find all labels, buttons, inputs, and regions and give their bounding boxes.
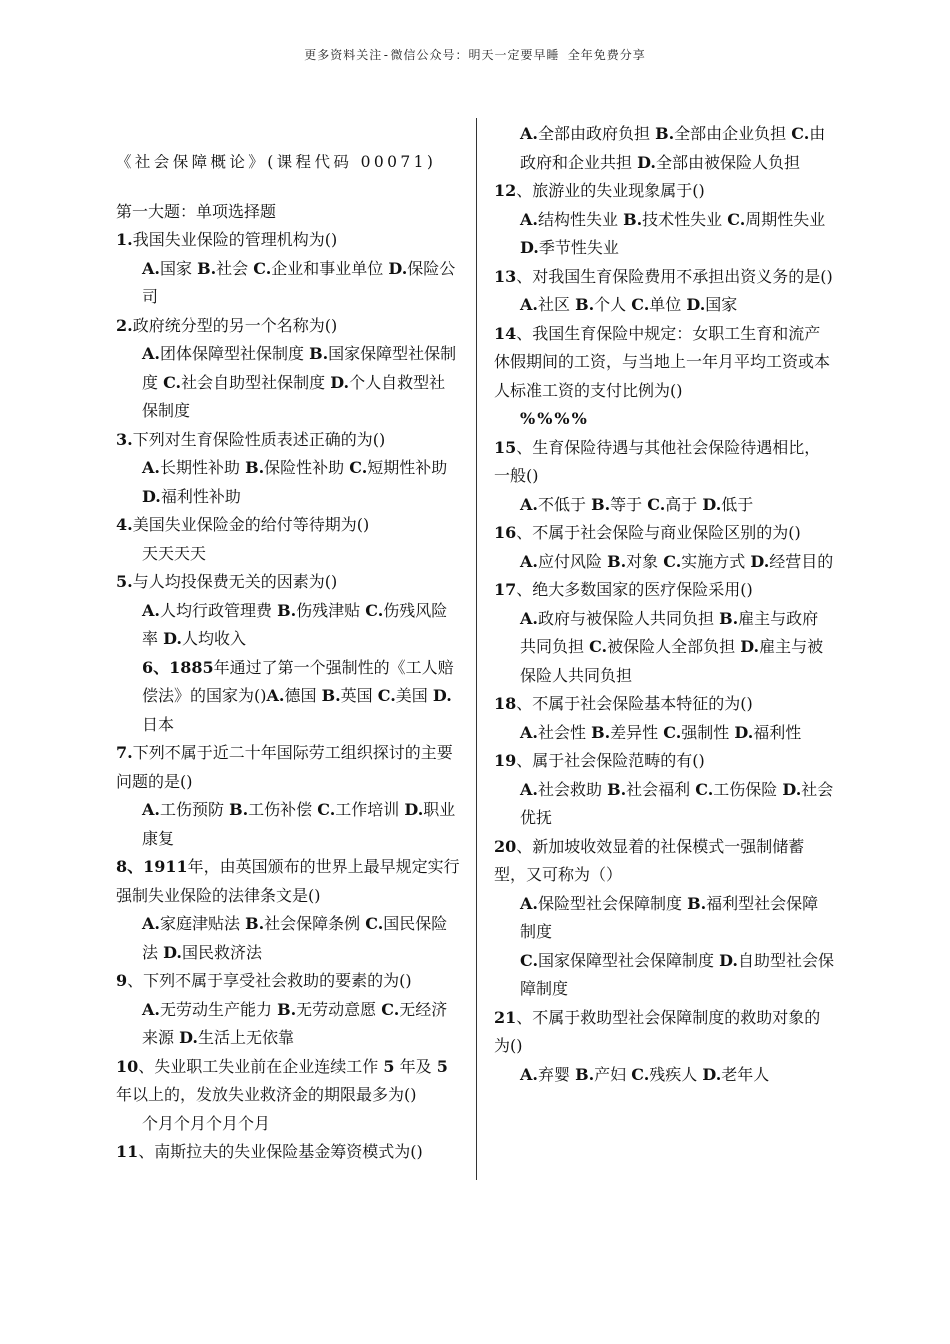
option-label: A. xyxy=(520,779,538,799)
question-number: 17 xyxy=(494,580,517,599)
option-a: 保险型社会保障制度 xyxy=(537,893,688,913)
option-label: D. xyxy=(404,800,424,819)
option-d: 老年人 xyxy=(721,1064,770,1084)
option-label: A. xyxy=(520,893,538,913)
option-c: 伤残风险率 xyxy=(142,600,448,648)
page-header: 更多资料关注-微信公众号：明天一定要早睡 全年免费分享 xyxy=(304,48,646,62)
option-label: D. xyxy=(740,637,760,656)
question-text: 、失业职工失业前在企业连续工作 xyxy=(138,1056,384,1076)
option-b: 差异性 xyxy=(610,722,664,742)
option-a: 工伤预防 xyxy=(159,800,230,819)
option-a: 全部由政府负担 xyxy=(537,124,656,143)
option-label: D. xyxy=(719,950,738,970)
question-text: 、我国生育保险中规定：女职工生育和流产休假期间的工资，与当地上一年月平均工资或本人标准工资的支付比例为() xyxy=(494,323,831,400)
question-text: 、不属于救助型社会保障制度的救助对象的为() xyxy=(494,1007,821,1055)
option-b: 个人 xyxy=(594,295,632,314)
question-17 xyxy=(494,576,834,690)
option-label: D. xyxy=(702,1064,722,1084)
option-d: 国民救济法 xyxy=(181,942,262,962)
option-label: A. xyxy=(142,258,160,278)
option-b: 社会福利 xyxy=(626,779,696,799)
option-label: B. xyxy=(607,551,627,571)
question-text: 年以上的，发放失业救济金的期限最多为() xyxy=(116,1085,417,1104)
option-label: C. xyxy=(631,295,650,314)
option-label: B. xyxy=(245,914,265,933)
option-label: D. xyxy=(330,372,350,392)
option-label: C. xyxy=(365,914,384,933)
option-d: 自助型社会保障制度 xyxy=(520,950,835,998)
question-7 xyxy=(116,739,460,853)
question-8 xyxy=(116,853,460,967)
question-1 xyxy=(116,226,460,312)
option-a: 应付风险 xyxy=(537,551,608,571)
question-number: 16 xyxy=(494,523,517,542)
option-c: 周期性失业 xyxy=(745,209,826,229)
question-number: 14 xyxy=(494,323,517,343)
option-label: C. xyxy=(727,209,746,229)
option-a: 弃婴 xyxy=(537,1064,576,1084)
question-5 xyxy=(116,568,460,654)
number-value: 5 xyxy=(436,1056,448,1076)
option-c: 国民保险法 xyxy=(142,914,448,962)
option-label: B. xyxy=(245,458,265,477)
option-label: B. xyxy=(229,800,249,819)
option-d: 全部由被保险人负担 xyxy=(655,152,800,172)
option-d: 职业康复 xyxy=(142,800,456,848)
option-c: 短期性补助 xyxy=(367,458,448,477)
option-label: A. xyxy=(142,600,160,620)
option-label: C. xyxy=(365,600,384,620)
option-d: 个人自救型社保制度 xyxy=(142,372,446,420)
question-number: 11 xyxy=(116,1142,139,1161)
option-c: 实施方式 xyxy=(681,551,751,571)
option-b: 对象 xyxy=(626,551,664,571)
option-a: 长期性补助 xyxy=(159,458,246,477)
question-text: 与人均投保费无关的因素为() xyxy=(132,572,338,591)
question-13 xyxy=(494,263,834,320)
option-a: 社会性 xyxy=(537,722,592,742)
question-text: 下列不属于近二十年国际劳工组织探讨的主要问题的是() xyxy=(116,743,453,791)
option-c: 无经济来源 xyxy=(142,999,448,1047)
option-label: B. xyxy=(575,295,595,314)
option-a: 不低于 xyxy=(537,494,592,514)
option-c: 由政府和企业共担 xyxy=(520,124,826,172)
option-a: 国家 xyxy=(159,258,198,278)
question-number: 15 xyxy=(494,437,517,457)
option-d: 人均收入 xyxy=(181,629,246,648)
option-c: 强制性 xyxy=(681,722,735,742)
option-a: 结构性失业 xyxy=(537,209,624,229)
option-label: A. xyxy=(142,914,160,933)
option-label: D. xyxy=(142,486,161,506)
option-label: D. xyxy=(702,494,722,514)
option-label: A. xyxy=(520,209,538,229)
question-text: 、不属于社会保险基本特征的为() xyxy=(516,694,753,713)
option-label: B. xyxy=(277,999,297,1019)
question-6 xyxy=(116,654,460,740)
option-label: D. xyxy=(520,238,539,257)
question-15 xyxy=(494,434,834,520)
question-20 xyxy=(494,833,834,1004)
option-label: D. xyxy=(163,942,182,962)
question-text: 年通过了第一个强制性的《工人赔偿法》的国家为() xyxy=(142,657,454,705)
option-label: D. xyxy=(163,629,182,648)
option-label: A. xyxy=(142,344,160,363)
document-title: 《社会保障概论》(课程代码 00071) xyxy=(116,153,437,171)
option-label: C. xyxy=(791,124,810,143)
option-d: 福利性补助 xyxy=(160,486,241,506)
option-d: 雇主与被保险人共同负担 xyxy=(520,637,824,685)
option-label: B. xyxy=(591,722,611,742)
option-label: C. xyxy=(520,950,539,970)
question-number: 8、1911 xyxy=(116,857,188,876)
option-label: C. xyxy=(163,372,182,392)
question-text: 、旅游业的失业现象属于() xyxy=(516,181,705,200)
option-c: 工作培训 xyxy=(335,800,405,819)
option-label: A. xyxy=(520,551,538,571)
question-text: 、生育保险待遇与其他社会保险待遇相比，一般() xyxy=(494,437,821,485)
left-column xyxy=(116,120,460,1167)
option-b: 产妇 xyxy=(594,1064,632,1084)
question-text: 、对我国生育保险费用不承担出资义务的是() xyxy=(516,266,833,286)
option-c: 国家保障型社会保障制度 xyxy=(538,950,720,970)
option-label: B. xyxy=(321,686,341,705)
question-text: 我国失业保险的管理机构为() xyxy=(132,230,338,249)
option-d: 季节性失业 xyxy=(538,238,619,257)
option-label: D. xyxy=(750,551,770,571)
question-number: 13 xyxy=(494,266,517,286)
option-b: 无劳动意愿 xyxy=(296,999,382,1019)
option-label: A. xyxy=(142,800,160,819)
option-label: C. xyxy=(377,686,396,705)
option-label: A. xyxy=(520,295,538,314)
option-label: D. xyxy=(782,779,802,799)
option-a: 人均行政管理费 xyxy=(159,600,278,620)
question-16 xyxy=(494,519,834,576)
option-label: B. xyxy=(655,124,675,143)
question-number: 10 xyxy=(116,1056,139,1076)
option-label: D. xyxy=(388,258,408,278)
question-number: 2. xyxy=(116,315,133,335)
option-c: 美国 xyxy=(395,686,433,705)
question-12 xyxy=(494,177,834,263)
option-c: 高于 xyxy=(665,494,703,514)
option-b: 等于 xyxy=(610,494,648,514)
option-b: 国家保障型社保制度 xyxy=(142,344,457,392)
option-label: A. xyxy=(520,494,538,514)
option-c: 被保险人全部负担 xyxy=(607,637,741,656)
option-label: B. xyxy=(607,779,627,799)
option-label: B. xyxy=(591,494,611,514)
option-d: 低于 xyxy=(721,494,754,514)
question-number: 1. xyxy=(116,230,133,249)
question-number: 19 xyxy=(494,751,517,770)
question-text: 、下列不属于享受社会救助的要素的为() xyxy=(127,971,412,990)
question-number: 7. xyxy=(116,743,133,762)
option-c: 工伤保险 xyxy=(713,779,783,799)
option-d: 日本 xyxy=(142,714,175,734)
question-number: 12 xyxy=(494,181,517,200)
question-number: 5. xyxy=(116,572,133,591)
option-label: B. xyxy=(197,258,217,278)
option-a: 政府与被保险人共同负担 xyxy=(537,608,720,628)
option-a: 社会救助 xyxy=(537,779,608,799)
option-label: C. xyxy=(631,1064,650,1084)
option-label: A. xyxy=(520,124,538,143)
question-9 xyxy=(116,967,460,1053)
question-11 xyxy=(116,1138,460,1167)
option-d: 福利性 xyxy=(753,722,802,742)
question-text: 、不属于社会保险与商业保险区别的为() xyxy=(516,523,801,542)
option-label: C. xyxy=(663,551,682,571)
option-label: C. xyxy=(663,722,682,742)
question-text: 年，由英国颁布的世界上最早规定实行强制失业保险的法律条文是() xyxy=(116,857,460,905)
option-a: 家庭津贴法 xyxy=(159,914,246,933)
option-label: A. xyxy=(520,1064,538,1084)
option-d: 保险公司 xyxy=(142,258,456,306)
options-text: %%%% xyxy=(520,409,589,428)
question-number: 20 xyxy=(494,836,517,856)
option-label: D. xyxy=(686,295,706,314)
option-d: 社会优抚 xyxy=(520,779,834,827)
option-label: C. xyxy=(589,637,608,656)
option-label: A. xyxy=(520,608,538,628)
question-text: 美国失业保险金的给付等待期为() xyxy=(132,515,370,534)
options-text: 个月个月个月个月 xyxy=(142,1113,271,1133)
question-number: 3. xyxy=(116,429,133,449)
question-4 xyxy=(116,511,460,568)
option-a: 无劳动生产能力 xyxy=(159,999,278,1019)
option-d: 国家 xyxy=(705,295,738,314)
option-label: B. xyxy=(277,600,297,620)
option-d: 经营目的 xyxy=(769,551,834,571)
question-number: 6、1885 xyxy=(142,657,214,677)
question-text: 、绝大多数国家的医疗保险采用() xyxy=(516,580,753,599)
question-18 xyxy=(494,690,834,747)
option-b: 保险性补助 xyxy=(264,458,350,477)
option-c: 企业和事业单位 xyxy=(271,258,389,278)
question-number: 18 xyxy=(494,694,517,713)
option-label: A. xyxy=(520,722,538,742)
option-label: C. xyxy=(695,779,714,799)
option-d: 生活上无依靠 xyxy=(197,1028,294,1047)
option-label: B. xyxy=(719,608,739,628)
question-10 xyxy=(116,1053,460,1139)
option-label: D. xyxy=(734,722,754,742)
question-2 xyxy=(116,312,460,426)
option-label: D. xyxy=(637,152,656,172)
option-b: 英国 xyxy=(340,686,378,705)
option-label: C. xyxy=(317,800,336,819)
question-number: 9 xyxy=(116,971,128,990)
option-b: 技术性失业 xyxy=(642,209,728,229)
question-number: 21 xyxy=(494,1007,517,1027)
option-label: A. xyxy=(142,999,160,1019)
question-text: 下列对生育保险性质表述正确的为() xyxy=(132,429,386,449)
option-b: 福利型社会保障制度 xyxy=(520,893,819,941)
number-value: 5 xyxy=(383,1056,395,1076)
question-21 xyxy=(494,1004,834,1090)
option-label: C. xyxy=(349,458,368,477)
question-11-options xyxy=(494,120,834,177)
option-label: D. xyxy=(432,686,452,705)
option-label: C. xyxy=(381,999,400,1019)
option-label: B. xyxy=(309,344,329,363)
question-19 xyxy=(494,747,834,833)
question-text: 、属于社会保险范畴的有() xyxy=(516,751,705,770)
section-heading: 第一大题：单项选择题 xyxy=(116,201,277,221)
question-14 xyxy=(494,320,834,434)
option-b: 全部由企业负担 xyxy=(674,124,792,143)
option-label: B. xyxy=(623,209,643,229)
option-label: A. xyxy=(142,458,160,477)
option-a: 德国 xyxy=(284,686,322,705)
option-label: C. xyxy=(253,258,272,278)
right-column xyxy=(494,120,834,1089)
question-number: 4. xyxy=(116,515,133,534)
question-text: 年及 xyxy=(394,1056,437,1076)
option-label: B. xyxy=(687,893,707,913)
option-b: 社会 xyxy=(216,258,254,278)
option-b: 工伤补偿 xyxy=(248,800,318,819)
question-3 xyxy=(116,426,460,512)
question-text: 、新加坡收效显着的社保模式一强制储蓄型，又可称为（） xyxy=(494,836,805,884)
option-label: D. xyxy=(179,1028,198,1047)
option-label: A. xyxy=(266,686,285,705)
option-c: 残疾人 xyxy=(649,1064,703,1084)
option-a: 社区 xyxy=(537,295,576,314)
option-c: 单位 xyxy=(649,295,687,314)
question-text: 、南斯拉夫的失业保险基金筹资模式为() xyxy=(138,1142,423,1161)
option-c: 社会自助型社保制度 xyxy=(181,372,331,392)
option-b: 伤残津贴 xyxy=(296,600,366,620)
option-label: C. xyxy=(647,494,666,514)
question-text: 政府统分型的另一个名称为() xyxy=(132,315,338,335)
column-divider xyxy=(476,118,477,1180)
option-label: B. xyxy=(575,1064,595,1084)
options-text: 天天天天 xyxy=(142,543,207,563)
option-b: 社会保障条例 xyxy=(264,914,366,933)
option-b: 雇主与政府共同负担 xyxy=(520,608,819,656)
option-a: 团体保障型社保制度 xyxy=(159,344,310,363)
